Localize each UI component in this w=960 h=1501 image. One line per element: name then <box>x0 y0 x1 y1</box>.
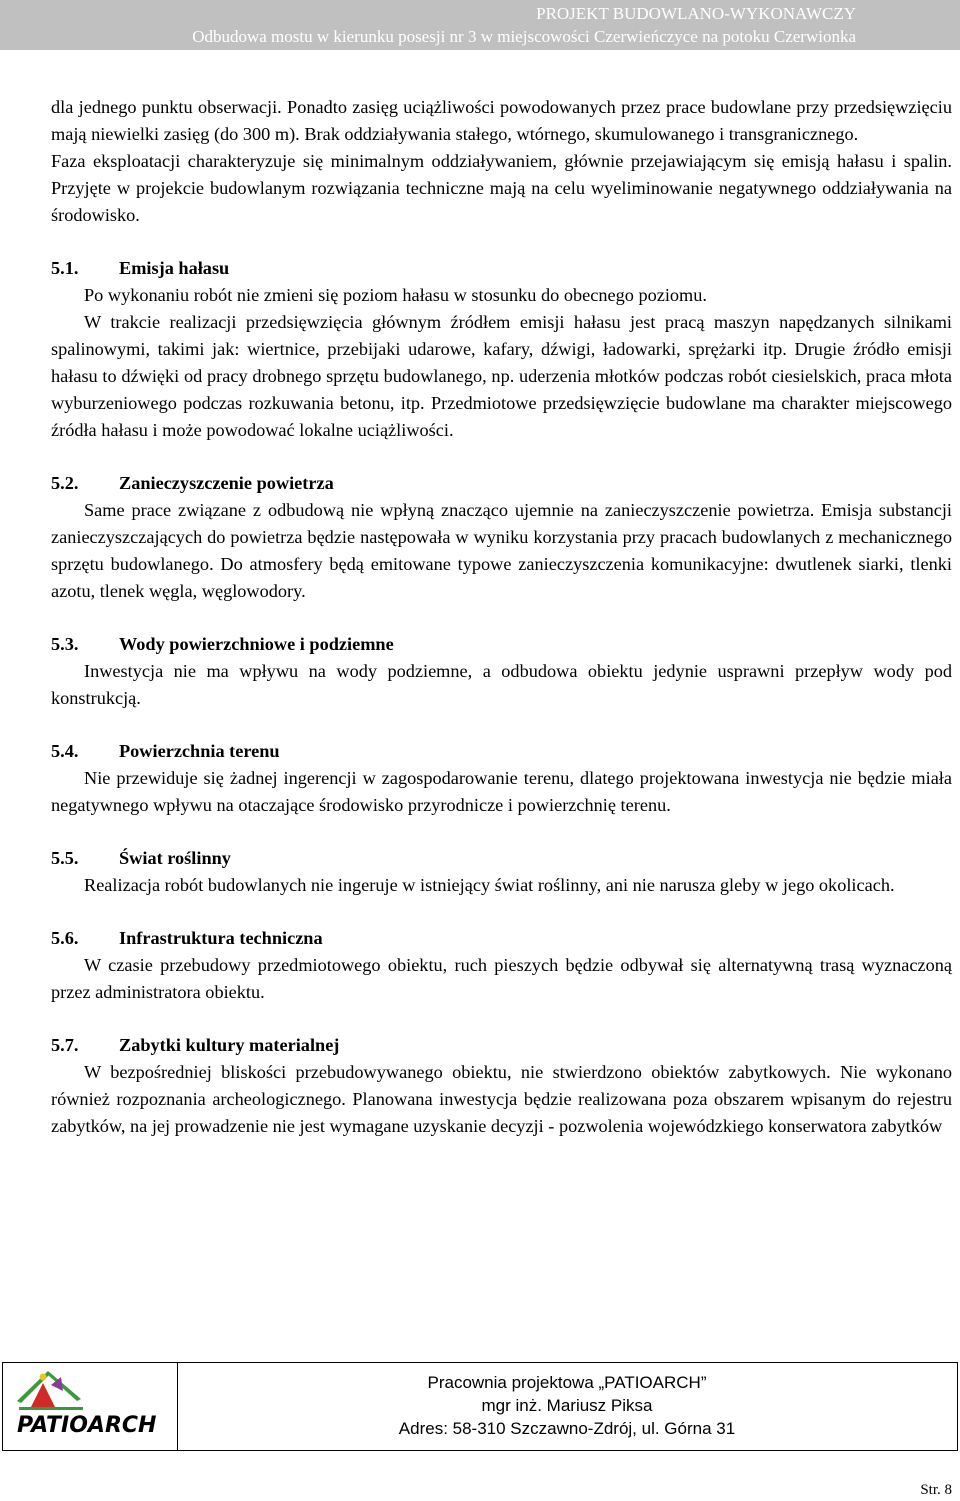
section-number: 5.3. <box>51 634 79 654</box>
section-number: 5.1. <box>51 258 79 278</box>
logo-wordmark: PATIOARCH <box>17 1413 157 1438</box>
company-logo <box>3 1363 178 1450</box>
page-header <box>0 0 960 50</box>
section-number: 5.4. <box>51 741 79 761</box>
header-project-title: Odbudowa mostu w kierunku posesji nr 3 w miejscowości Czerwieńczyce na potoku Czerwionka <box>192 27 856 46</box>
section-heading <box>51 1032 952 1059</box>
section-heading <box>51 738 952 765</box>
section-heading <box>51 631 952 658</box>
company-owner: mgr inż. Mariusz Piksa <box>481 1396 653 1415</box>
section-title: Świat roślinny <box>119 848 231 868</box>
section-number: 5.2. <box>51 473 79 493</box>
section-heading <box>51 470 952 497</box>
footer-stamp <box>2 1362 958 1451</box>
section-paragraph: W trakcie realizacji przedsięwzięcia głównym źródłem emisji hałasu jest pracą maszyn napędzanych silnikami spalinowymi, takimi jak: wiertnice, przebijaki udarowe, kafary, dźwigi, ładowarki, sprężarki itp. Drugie źródło emisji hałasu to dźwięki od pracy drobnego sprzętu budowlanego, np. uderzenia młotków podczas robót ciesielskich, praca młota wyburzeniowego podczas rozkuwania betonu, itp. Przedmiotowe przedsięwzięcie budowlane ma charakter miejscowego źródła hałasu i może powodować lokalne uciążliwości. <box>51 312 952 440</box>
section-paragraph: Inwestycja nie ma wpływu na wody podziemne, a odbudowa obiektu jedynie usprawni przepływ wody pod konstrukcją. <box>51 661 952 708</box>
intro-paragraph-2: Faza eksploatacji charakteryzuje się minimalnym oddziaływaniem, głównie przejawiającym się emisją hałasu i spalin. Przyjęte w projekcie budowlanym rozwiązania techniczne mają na celu wyeliminowanie negatywnego oddziaływania na środowisko. <box>51 151 952 225</box>
section-number: 5.7. <box>51 1035 79 1055</box>
section-5-4 <box>51 738 952 819</box>
section-number: 5.6. <box>51 928 79 948</box>
section-paragraph: W bezpośredniej bliskości przebudowywanego obiektu, nie stwierdzono obiektów zabytkowych. Nie wykonano również rozpoznania archeologicznego. Planowana inwestycja będzie realizowana poza obszarem wpisanym do rejestru zabytków, na jej prowadzenie nie jest wymagane uzyskanie decyzji - pozwolenia wojewódzkiego konserwatora zabytków <box>51 1062 952 1136</box>
section-5-7 <box>51 1032 952 1140</box>
document-body <box>51 94 952 1140</box>
section-title: Powierzchnia terenu <box>119 741 280 761</box>
section-title: Emisja hałasu <box>119 258 230 278</box>
section-title: Wody powierzchniowe i podziemne <box>119 634 394 654</box>
section-paragraph: Same prace związane z odbudową nie wpłyną znacząco ujemnie na zanieczyszczenie powietrza. Emisja substancji zanieczyszczających do powietrza będzie następowała w wyniku korzystania przy pracach budowlanych z mechanicznego sprzętu budowlanego. Do atmosfery będą emitowane typowe zanieczyszczenia komunikacyjne: dwutlenek siarki, tlenki azotu, tlenek węgla, węglowodory. <box>51 500 952 601</box>
section-paragraph: Nie przewiduje się żadnej ingerencji w zagospodarowanie terenu, dlatego projektowana inwestycja nie będzie miała negatywnego wpływu na otaczające środowisko przyrodnicze i powierzchnię terenu. <box>51 768 952 815</box>
page-number: Str. 8 <box>920 1482 952 1498</box>
company-address: Adres: 58-310 Szczawno-Zdrój, ul. Górna 31 <box>398 1419 736 1438</box>
section-paragraph: Realizacja robót budowlanych nie ingeruje w istniejący świat roślinny, ani nie narusza gleby w jego okolicach. <box>84 875 895 895</box>
section-title: Zabytki kultury materialnej <box>119 1035 340 1055</box>
section-5-1 <box>51 255 952 444</box>
section-paragraph: Po wykonaniu robót nie zmieni się poziom hałasu w stosunku do obecnego poziomu. <box>84 285 707 305</box>
company-name: Pracownia projektowa „PATIOARCH” <box>427 1373 707 1392</box>
section-number: 5.5. <box>51 848 79 868</box>
section-title: Zanieczyszczenie powietrza <box>119 473 334 493</box>
section-title: Infrastruktura techniczna <box>119 928 323 948</box>
intro-paragraph-1: dla jednego punktu obserwacji. Ponadto zasięg uciążliwości powodowanych przez prace budowlane przy przedsięwzięciu mają niewielki zasięg (do 300 m). Brak oddziaływania stałego, wtórnego, skumulowanego i transgranicznego. <box>51 97 952 144</box>
section-5-2 <box>51 470 952 605</box>
header-project-type: PROJEKT BUDOWLANO-WYKONAWCZY <box>536 4 856 23</box>
company-info <box>177 1371 957 1440</box>
section-heading <box>51 925 952 952</box>
section-5-3 <box>51 631 952 712</box>
section-5-5 <box>51 845 952 899</box>
section-heading <box>51 255 952 282</box>
section-heading <box>51 845 952 872</box>
section-5-6 <box>51 925 952 1006</box>
section-paragraph: W czasie przebudowy przedmiotowego obiektu, ruch pieszych będzie odbywał się alternatywną trasą wyznaczoną przez administratora obiektu. <box>51 955 952 1002</box>
